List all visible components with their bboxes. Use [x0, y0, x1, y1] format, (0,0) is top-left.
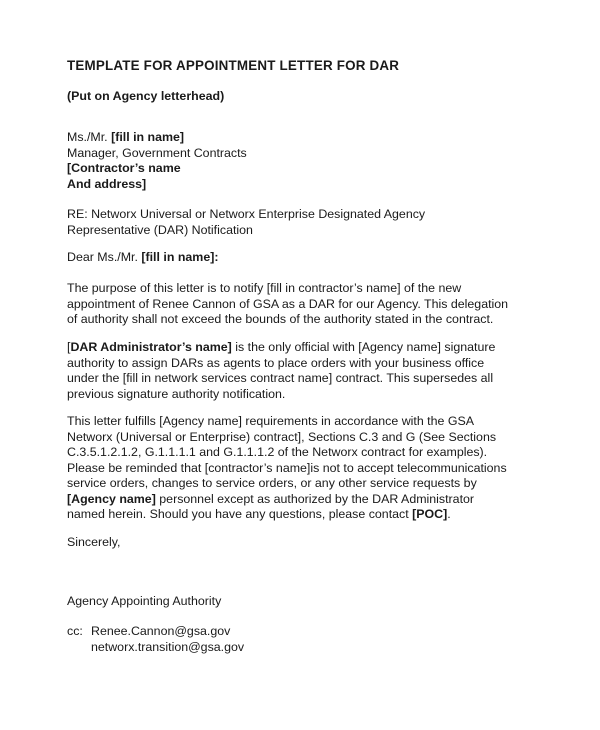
re-line-2: Representative (DAR) Notification: [67, 222, 253, 237]
recipient-block: [67, 130, 537, 192]
cc-label: cc:: [67, 624, 83, 638]
dar-admin-open-bracket: [: [67, 340, 71, 354]
greeting: [67, 250, 537, 266]
closing-text: Sincerely,: [67, 535, 121, 549]
paragraph-line: [67, 340, 537, 356]
dar-admin-line-rest: is the only official with [Agency name] signature: [231, 340, 496, 354]
contact-line-end: .: [447, 507, 451, 521]
paragraph-line: under the [fill in network services contract name] contract. This supersedes all: [67, 371, 494, 385]
paragraph-line: [67, 507, 537, 523]
signatory-title: Agency Appointing Authority: [67, 594, 222, 608]
paragraph-line: authority to assign DARs as agents to place orders with your business office: [67, 355, 485, 370]
contact-line-text: named herein. Should you have any questions, please contact: [67, 507, 413, 521]
paragraph-line: Networx (Universal or Enterprise) contract], Sections C.3 and G (See Sections: [67, 429, 497, 444]
paragraph-line: C.3.5.1.2.1.2, G.1.1.1.1 and G.1.1.1.2 of the Networx contract for examples).: [67, 445, 488, 459]
paragraph-dar-administrator: [67, 340, 537, 402]
signatory: [67, 594, 537, 610]
re-line-1: RE: Networx Universal or Networx Enterprise Designated Agency: [67, 207, 426, 221]
paragraph-purpose: [67, 281, 537, 328]
personnel-line-rest: personnel except as authorized by the DAR Administrator: [155, 491, 475, 506]
paragraph-line: of authority shall not exceed the bounds of the authority stated in the contract.: [67, 312, 494, 326]
poc-placeholder: [POC]: [412, 507, 448, 521]
paragraph-requirements: [67, 414, 537, 523]
recipient-name-placeholder: [fill in name]: [111, 130, 185, 144]
cc-email: Renee.Cannon@gsa.gov: [91, 624, 231, 638]
recipient-contractor-name: [Contractor’s name: [67, 161, 181, 175]
paragraph-line: service orders, changes to service orders, or any other service requests by: [67, 476, 477, 490]
greeting-prefix: Dear Ms./Mr.: [67, 250, 142, 264]
recipient-position: Manager, Government Contracts: [67, 145, 247, 160]
paragraph-line: appointment of Renee Cannon of GSA as a DAR for our Agency. This delegation: [67, 296, 509, 311]
paragraph-line: [67, 492, 537, 508]
cc-email: networx.transition@gsa.gov: [91, 639, 245, 654]
closing: [67, 535, 537, 551]
letterhead-note: (Put on Agency letterhead): [67, 89, 225, 103]
recipient-address: And address]: [67, 176, 147, 191]
re-block: [67, 207, 537, 238]
paragraph-line: previous signature authority notification.: [67, 386, 286, 401]
document-title: TEMPLATE FOR APPOINTMENT LETTER FOR DAR: [67, 58, 400, 73]
agency-name-close-bracket: ]: [151, 491, 156, 506]
paragraph-line: This letter fulfills [Agency name] requirements in accordance with the GSA: [67, 414, 475, 428]
paragraph-line: Please be reminded that [contractor’s name]is not to accept telecommunications: [67, 460, 507, 475]
greeting-name-placeholder: [fill in name]:: [141, 250, 219, 264]
recipient-salutation-prefix: Ms./Mr.: [67, 130, 112, 144]
paragraph-line: The purpose of this letter is to notify [fill in contractor’s name] of the new: [67, 281, 462, 295]
dar-admin-name-placeholder: DAR Administrator’s name]: [70, 340, 232, 354]
recipient-name-line: [67, 130, 537, 146]
cc-block: [67, 624, 537, 655]
agency-name-placeholder: [Agency name: [67, 491, 152, 506]
